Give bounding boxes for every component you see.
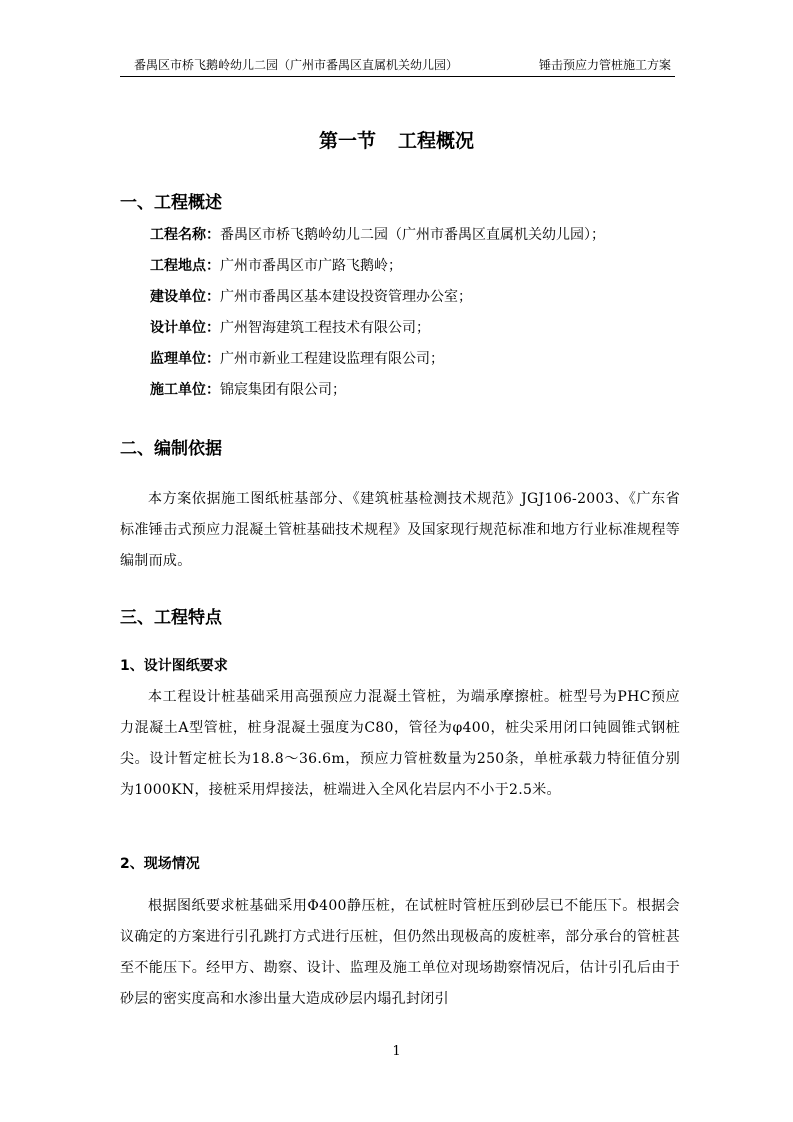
info-key: 工程地点：: [150, 258, 220, 274]
info-value: 锦宸集团有限公司；: [220, 382, 346, 398]
info-key: 建设单位：: [150, 289, 220, 305]
info-line: [150, 225, 605, 245]
info-value: 广州智海建筑工程技术有限公司；: [220, 320, 430, 336]
site-conditions-paragraph: 根据图纸要求桩基础采用Φ400静压桩，在试桩时管桩压到砂层已不能压下。根据会议确定的方案进行引孔跳打方式进行压桩，但仍然出现极高的废桩率，部分承台的管桩甚至不能压下。经甲方、勘察、设计、监理及施工单位对现场勘察情况后，估计引孔后由于砂层的密实度高和水渗出量大造成砂层内塌孔封闭引: [120, 898, 680, 1007]
info-value: 广州市番禺区基本建设投资管理办公室；: [220, 289, 472, 305]
section-name: 工程概况: [398, 130, 475, 152]
design-requirements-paragraph: 本工程设计桩基础采用高强预应力混凝土管桩，为端承摩擦桩。桩型号为PHC预应力混凝土A型管桩，桩身混凝土强度为C80，管径为φ400，桩尖采用闭口钝圆锥式钢桩尖。设计暂定桩长为18.8～36.6m，预应力管桩数量为250条，单桩承载力特征值分别为1000KN，接桩采用焊接法，桩端进入全风化岩层内不小于2.5米。: [120, 689, 680, 798]
basis-paragraph: 本方案依据施工图纸桩基部分、《建筑桩基检测技术规范》JGJ106-2003、《广东省标准锤击式预应力混凝土管桩基础技术规程》及国家现行规范标准和地方行业标准规程等编制而成。: [120, 491, 680, 569]
info-key: 工程名称：: [150, 227, 220, 243]
subheading-site-conditions: 2、现场情况: [120, 856, 200, 872]
section-title: [0, 126, 793, 153]
info-key: 监理单位：: [150, 351, 220, 367]
info-line: [150, 380, 346, 400]
info-value: 番禺区市桥飞鹅岭幼儿二园（广州市番禺区直属机关幼儿园）；: [220, 227, 605, 243]
page-number: 1: [392, 1044, 401, 1059]
section-number: 第一节: [318, 130, 376, 152]
info-value: 广州市番禺区市广路飞鹅岭；: [220, 258, 402, 274]
info-key: 设计单位：: [150, 320, 220, 336]
info-line: [150, 318, 430, 338]
info-value: 广州市新业工程建设监理有限公司；: [220, 351, 444, 367]
info-key: 施工单位：: [150, 382, 220, 398]
heading-basis: 二、编制依据: [120, 439, 222, 459]
info-line: [150, 349, 444, 369]
page-header: [120, 54, 675, 77]
info-line: [150, 256, 402, 276]
header-document-title: 锤击预应力管桩施工方案: [538, 58, 671, 72]
header-project-name: 番禺区市桥飞鹅岭幼儿二园（广州市番禺区直属机关幼儿园）: [134, 58, 459, 72]
info-line: [150, 287, 472, 307]
subheading-design-requirements: 1、设计图纸要求: [120, 658, 228, 674]
heading-project-overview: 一、工程概述: [120, 193, 222, 213]
heading-features: 三、工程特点: [120, 608, 222, 628]
